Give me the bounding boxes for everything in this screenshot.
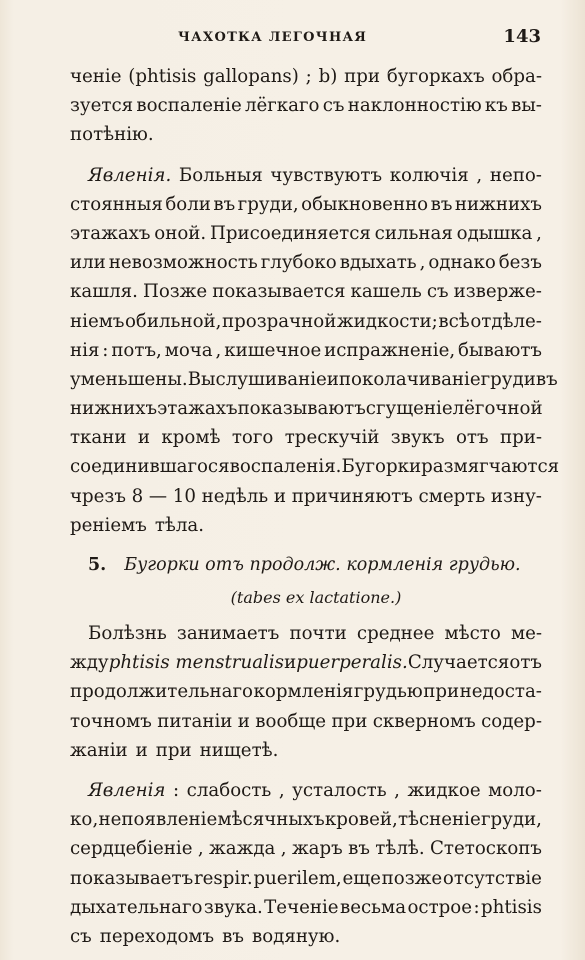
word: , [280, 838, 287, 860]
word: безъ [498, 252, 542, 274]
word: : [173, 779, 180, 801]
text-line [70, 893, 542, 922]
word: поколачиваніе [338, 368, 481, 390]
word: въ [213, 193, 236, 215]
word: смерть [418, 485, 486, 507]
text-line [70, 648, 542, 677]
word: груди [480, 368, 536, 390]
word: моло- [488, 779, 542, 801]
section-title: Бугорки отъ продолж. кормленія грудью. [124, 555, 521, 575]
word: кишечное [224, 339, 322, 361]
word: жду [70, 652, 109, 674]
word: вообще [255, 710, 327, 732]
word: весьма [339, 896, 407, 918]
word: 10 [172, 485, 196, 507]
word: , [92, 809, 99, 831]
text-line [70, 62, 542, 91]
word: острое [407, 896, 473, 918]
word: воспаленіе [136, 95, 242, 117]
word: обильной, [124, 310, 222, 332]
word: бугоркахъ [386, 66, 485, 87]
word: нижнихъ [454, 193, 542, 215]
word: Случается [407, 652, 510, 674]
text-line [70, 190, 542, 219]
text-line [70, 394, 542, 423]
word: однако [428, 252, 496, 274]
word: respir. [193, 867, 253, 889]
text-line [70, 277, 542, 306]
page-number: 143 [503, 26, 541, 47]
word: ніемъ [70, 310, 125, 332]
word: показываетъ [70, 867, 194, 889]
word: , [215, 339, 222, 361]
word: : [102, 339, 109, 361]
word: стоянныя [70, 193, 163, 215]
word: (phtisis [128, 66, 197, 87]
word: усталость [292, 779, 387, 801]
word: невозможность [108, 252, 258, 274]
word: 8 [131, 485, 144, 507]
word: мѣсячныхъ [217, 809, 325, 831]
text-line [70, 922, 542, 951]
word: тѣлѣ. [375, 838, 425, 860]
word: питаніи [157, 710, 233, 732]
word: Теченіе [264, 896, 339, 918]
word: изну- [490, 485, 542, 507]
word: лёгкаго [244, 95, 320, 117]
word: чрезъ [70, 485, 126, 507]
word: жаръ [291, 838, 343, 860]
word: слабость [186, 779, 272, 801]
word: , [394, 779, 400, 801]
text-line [70, 736, 542, 765]
paragraph-label: Явленія [88, 779, 166, 801]
word: ткани [70, 427, 127, 449]
word: звука. [203, 896, 263, 918]
word: размягчаются [421, 456, 560, 478]
word: непо- [489, 164, 542, 186]
word: и [284, 652, 297, 674]
word: при [331, 710, 368, 732]
word: груди, [480, 809, 542, 831]
word: съ [70, 925, 92, 947]
text-line [70, 307, 542, 336]
word: тѣла. [154, 514, 205, 536]
word: моча [164, 339, 213, 361]
word: того [231, 427, 274, 449]
text-line [70, 619, 542, 648]
word: при- [499, 427, 542, 449]
word: показываютъ [237, 398, 366, 420]
word: puerilem, [253, 867, 342, 889]
section-latin-title: (tabes ex lactatione.) [230, 588, 402, 607]
word: phtisis menstrualis [108, 652, 285, 674]
word: этажахъ [157, 398, 238, 420]
word: причиняютъ [291, 485, 413, 507]
word: нижнихъ [70, 398, 158, 420]
word: при [344, 66, 381, 87]
word: изверже- [453, 281, 542, 303]
word: Бугорки [341, 456, 422, 478]
word: жидкое [407, 779, 481, 801]
text-line [70, 776, 542, 805]
word: въ [535, 368, 558, 390]
paragraph-label: Явленія. [88, 164, 172, 186]
word: реніемъ [70, 514, 147, 536]
text-line [70, 707, 542, 736]
text-line [70, 161, 542, 190]
word: при [423, 681, 460, 703]
word: кормленія [253, 681, 354, 703]
word: Стетоскопъ [430, 838, 542, 860]
word: gallopans) [203, 66, 299, 87]
word: уменьшены. [70, 368, 188, 390]
word: одышка [456, 222, 533, 244]
word: жидкости; [336, 310, 438, 332]
section-number: 5. [88, 555, 107, 575]
body-text [70, 62, 560, 951]
word: : [473, 896, 480, 918]
word: , [197, 838, 204, 860]
word: въ [348, 838, 370, 860]
word: , [536, 222, 542, 244]
word: ; [305, 66, 312, 87]
word: съ [426, 281, 449, 303]
word: жажда [209, 838, 276, 860]
word: еще [342, 867, 381, 889]
word: переходомъ [99, 925, 215, 947]
section-heading [70, 551, 542, 583]
word: и [137, 427, 151, 449]
word: глубоко [260, 252, 337, 274]
word: испражненіе, [324, 339, 456, 361]
word: вдыхать [339, 252, 417, 274]
word: потѣнію. [70, 124, 154, 146]
text-line [70, 336, 542, 365]
word: содер- [481, 710, 542, 732]
word: всѣ [438, 310, 470, 332]
word: почти [289, 623, 347, 644]
word: этажахъ [70, 222, 151, 244]
word: оной. [154, 222, 207, 244]
word: Присоединяется [209, 222, 371, 244]
word: среднее [356, 623, 435, 644]
word: жаніи [70, 739, 128, 761]
text-line [70, 677, 542, 706]
word: воспаленія. [229, 456, 342, 478]
word: непоявленіе [98, 809, 218, 831]
word: Болѣзнь [88, 623, 167, 644]
word: кашля. [70, 281, 138, 303]
word: трескучій [284, 427, 380, 449]
word: дыхательнаго [70, 896, 203, 918]
text-line [70, 365, 558, 394]
word: b) [318, 66, 338, 87]
word: кровей, [324, 809, 398, 831]
word: отъ [455, 427, 489, 449]
text-line [70, 91, 542, 120]
text-line [70, 219, 542, 248]
page-header [0, 26, 585, 50]
word: въ [222, 925, 244, 947]
word: ко [70, 809, 93, 831]
word: отъ [509, 652, 542, 674]
word: ме- [510, 623, 542, 644]
word: кромѣ [161, 427, 221, 449]
word: Выслушиваніе [187, 368, 327, 390]
word: наклонностію [347, 95, 482, 117]
word: бываютъ [458, 339, 542, 361]
word: Больныя [178, 164, 263, 186]
word: Позже [142, 281, 208, 303]
word: , [419, 252, 426, 274]
word: соединившагося [70, 456, 230, 478]
word: puerperalis. [296, 652, 408, 674]
word: недоста- [459, 681, 542, 703]
text-line [70, 120, 542, 149]
word: звукъ [390, 427, 445, 449]
word: сгущеніе [365, 398, 453, 420]
word: обра- [491, 66, 542, 87]
word: боли [165, 193, 211, 215]
text-line [70, 805, 542, 834]
word: при [155, 739, 192, 761]
word: съ [322, 95, 345, 117]
word: водяную. [251, 925, 341, 947]
word: продолжительнаго [70, 681, 253, 703]
word: — [148, 485, 168, 507]
word: , [278, 779, 285, 801]
word: сердцебіеніе [70, 838, 193, 860]
word: точномъ [70, 710, 152, 732]
word: сильная [374, 222, 453, 244]
word: потъ, [111, 339, 162, 361]
word: къ [484, 95, 508, 117]
word: или [70, 252, 106, 274]
word: тѣсненіе [397, 809, 481, 831]
word: phtisis [480, 896, 542, 918]
word: занимаетъ [176, 623, 280, 644]
word: показывается [212, 281, 346, 303]
word: и [273, 485, 286, 507]
word: нищетѣ. [199, 739, 279, 761]
word: позже [381, 867, 443, 889]
word: зуется [70, 95, 134, 117]
text-line [70, 482, 542, 511]
word: отдѣле- [470, 310, 542, 332]
text-line [70, 834, 542, 863]
running-head: ЧАХОТКА ЛЕГОЧНАЯ [178, 30, 368, 45]
text-line [70, 864, 542, 893]
word: колючія [389, 164, 469, 186]
word: отсутствіе [442, 867, 542, 889]
text-line [70, 248, 542, 277]
word: нія [70, 339, 100, 361]
word: и [326, 368, 339, 390]
word: кашель [350, 281, 422, 303]
word: скверномъ [372, 710, 476, 732]
word: лёгочной [452, 398, 543, 420]
word: грудью [353, 681, 423, 703]
word: мѣсто [444, 623, 501, 644]
word: , [476, 164, 483, 186]
word: и [135, 739, 148, 761]
word: чувствуютъ [270, 164, 383, 186]
word: и [237, 710, 250, 732]
word: недѣль [201, 485, 269, 507]
word: обыкновенно [301, 193, 429, 215]
word: прозрачной [222, 310, 337, 332]
text-line [70, 511, 542, 540]
word: ченіе [70, 66, 122, 87]
text-line [70, 423, 542, 452]
word: въ [430, 193, 453, 215]
word: вы- [511, 95, 542, 117]
text-line [70, 452, 560, 481]
word: груди, [237, 193, 299, 215]
